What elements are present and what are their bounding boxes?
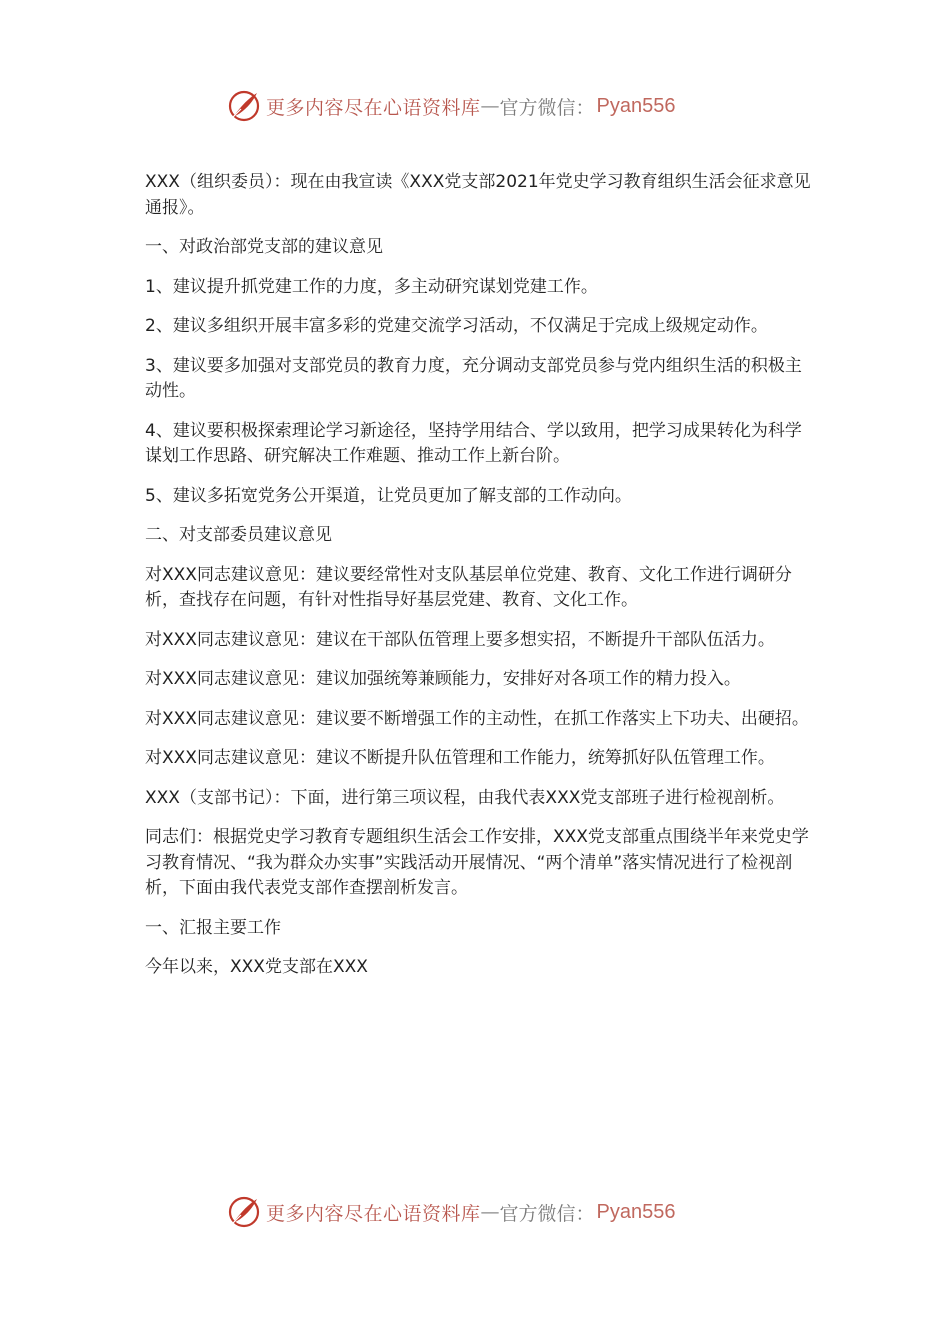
quill-logo-icon [226, 1194, 262, 1230]
footer-banner [226, 1192, 676, 1232]
header-banner-wechat-id: Pyan556 [596, 94, 676, 117]
document-body [145, 170, 817, 995]
footer-banner-separator: — [480, 1201, 500, 1223]
paragraph: 今年以来，XXX党支部在XXX [145, 957, 368, 977]
paragraph: 1、建议提升抓党建工作的力度，多主动研究谋划党建工作。 [145, 276, 598, 297]
paragraph: 2、建议多组织开展丰富多彩的党建交流学习活动，不仅满足于完成上级规定动作。 [145, 316, 768, 336]
paragraph: 3、建议要多加强对支部党员的教育力度，充分调动支部党员参与党内组织生活的积极主动性。 [145, 355, 802, 401]
paragraph: 4、建议要积极探索理论学习新途径，坚持学用结合、学以致用，把学习成果转化为科学谋划工作思路、研究解决工作难题、推动工作上新台阶。 [145, 420, 802, 466]
paragraph: 对XXX同志建议意见：建议不断提升队伍管理和工作能力，统筹抓好队伍管理工作。 [145, 748, 775, 768]
paragraph: 对XXX同志建议意见：建议要不断增强工作的主动性，在抓工作落实上下功夫、出硬招。 [145, 708, 809, 729]
section-heading: 二、对支部委员建议意见 [145, 525, 332, 545]
paragraph: 对XXX同志建议意见：建议在干部队伍管理上要多想实招，不断提升干部队伍活力。 [145, 629, 775, 650]
header-banner [226, 86, 676, 126]
section-heading: 一、汇报主要工作 [145, 917, 281, 938]
paragraph: 对XXX同志建议意见：建议加强统筹兼顾能力，安排好对各项工作的精力投入。 [145, 669, 741, 689]
header-banner-wechat-label: 官方微信： [499, 96, 595, 119]
footer-banner-wechat-id: Pyan556 [596, 1200, 676, 1223]
paragraph: XXX（支部书记）：下面，进行第三项议程，由我代表XXX党支部班子进行检视剖析。 [145, 787, 785, 808]
footer-banner-text: 更多内容尽在心语资料库 [266, 1202, 481, 1225]
paragraph: 同志们：根据党史学习教育专题组织生活会工作安排，XXX党支部重点围绕半年来党史学习教育情况、“我为群众办实事”实践活动开展情况、“两个清单”落实情况进行了检视剖析，下面由我代表党支部作查摆剖析发言。 [145, 827, 809, 898]
paragraph: 对XXX同志建议意见：建议要经常性对支队基层单位党建、教育、文化工作进行调研分析，查找存在问题，有针对性指导好基层党建、教育、文化工作。 [145, 564, 792, 610]
paragraph: XXX（组织委员）：现在由我宣读《XXX党支部2021年党史学习教育组织生活会征求意见通报》。 [145, 172, 811, 218]
section-heading: 一、对政治部党支部的建议意见 [145, 237, 383, 257]
footer-banner-wechat-label: 官方微信： [499, 1202, 595, 1225]
quill-logo-icon [226, 88, 262, 124]
paragraph: 5、建议多拓宽党务公开渠道，让党员更加了解支部的工作动向。 [145, 485, 632, 506]
header-banner-text: 更多内容尽在心语资料库 [266, 96, 481, 119]
header-banner-separator: — [480, 95, 500, 117]
